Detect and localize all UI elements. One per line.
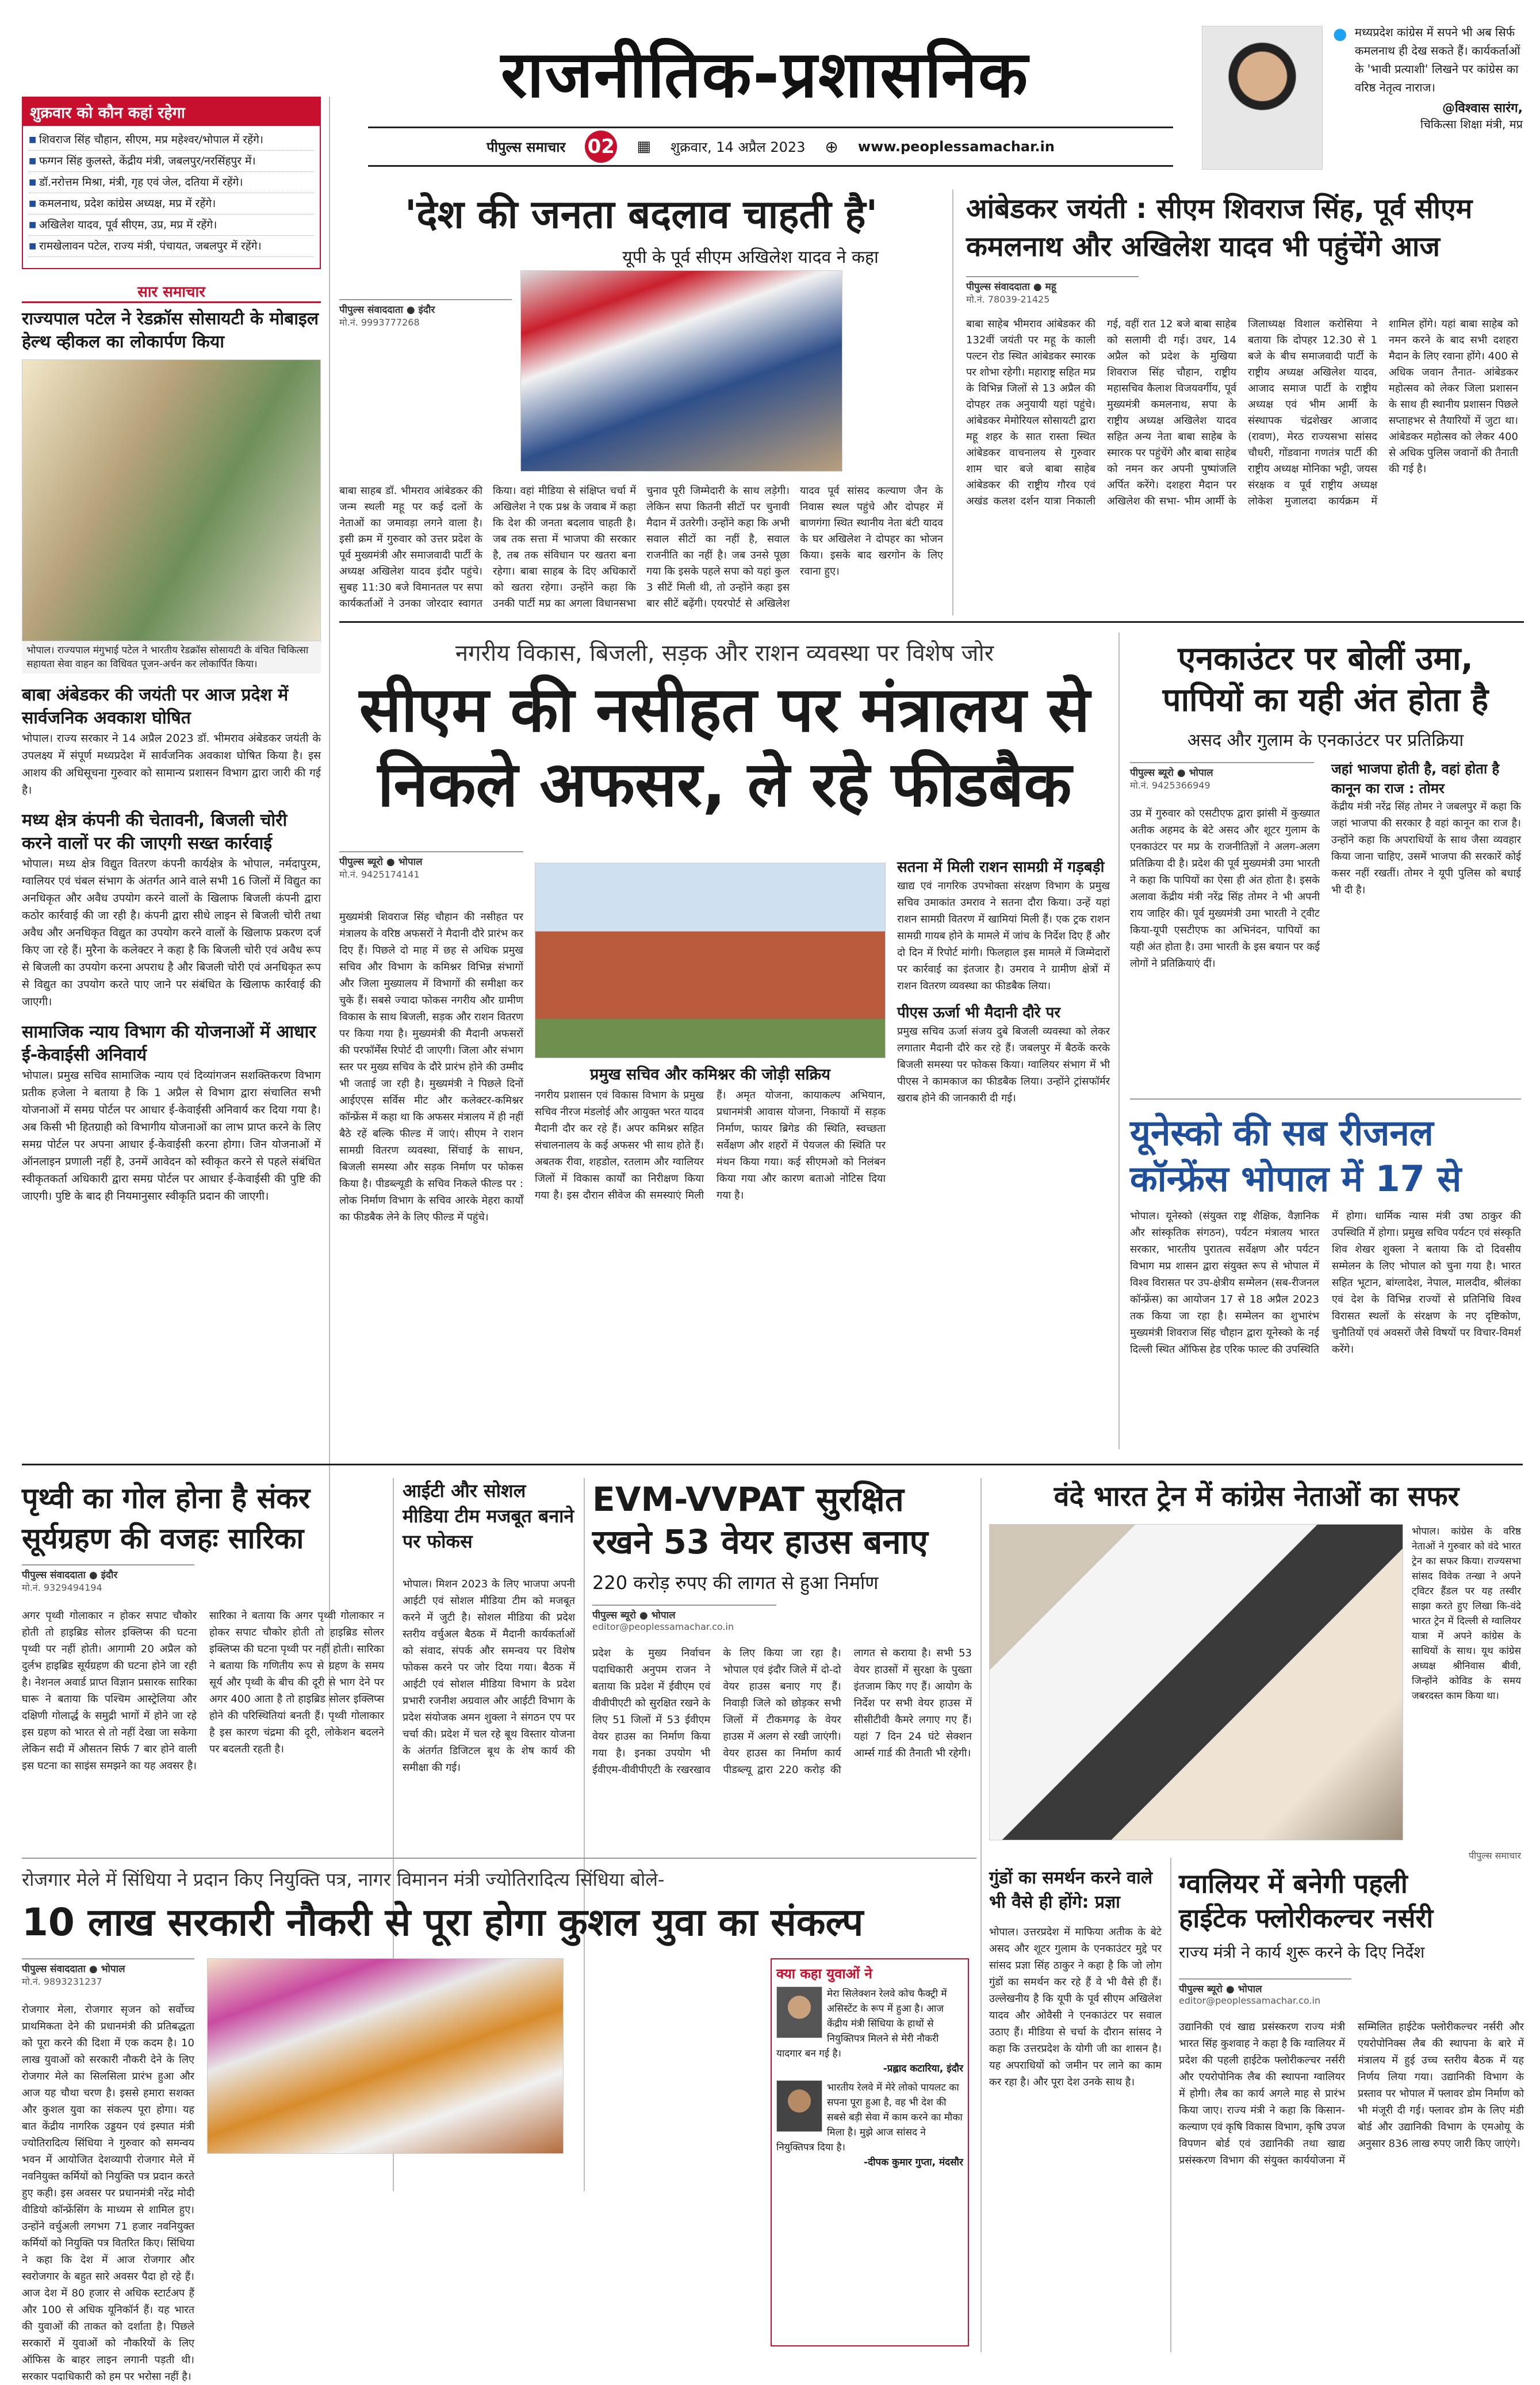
itcell-body: भोपाल। मिशन 2023 के लिए भाजपा अपनी आईटी एवं सोशल मीडिया टीम को मजबूत करने में जुटी है। सोशल मीडिया की प्रदेश स्तरीय वर्चुअल बैठक में मैदानी कार्यकर्ताओं को संवाद, संपर्क और समन्वय पर विशेष फोकस करने पर जोर दिया गया। बैठक में आईटी एवं सोशल मीडिया विभाग के प्रदेश प्रभारी रजनीश अग्रवाल और आईटी विभाग के प्रदेश संयोजक अमन शुक्ला ने संगठन एप पर चर्चा की। प्रदेश में चल रहे बूथ विस्तार योजना के अंतर्गत डिजिटल बूथ के शेष कार्य की समीक्षा की गई। xyxy=(403,1578,575,1774)
youth-photo-1 xyxy=(776,1986,822,2038)
nursery-byline: पीपुल्स ब्यूरो ● भोपाल editor@peoplessamachar.co.in xyxy=(1179,1978,1351,2006)
holiday-body: भोपाल। राज्य सरकार ने 14 अप्रैल 2023 डॉ. भीमराव अंबेडकर जयंती के उपलक्ष्य में संपूर्ण मध्यप्रदेश में सार्वजनिक अवकाश घोषित किया है। इस आशय की अधिसूचना गुरुवार को सामान्य प्रशासन विभाग द्वारा जारी की गई है। xyxy=(22,732,321,797)
calendar-icon: ▦ xyxy=(637,138,651,155)
website-link[interactable]: www.peoplessamachar.in xyxy=(857,139,1055,155)
nursery-headline: ग्वालियर में बनेगी पहली हाईटेक फ्लोरीकल्चर नर्सरी xyxy=(1179,1868,1434,1934)
pragya-headline: गुंडों का समर्थन करने वाले भी वैसे ही होंगे: प्रज्ञा xyxy=(989,1868,1153,1912)
youth-photo-2 xyxy=(776,2080,822,2132)
vande-caption: भोपाल। कांग्रेस के वरिष्ठ नेताओं ने गुरुवार को वंदे भारत ट्रेन का सफर किया। राज्यसभा सांसद विवेक तन्खा ने अपने ट्विटर हैंडल पर यह तस्वीर साझा करते हुए लिखा कि-वंदे भारत ट्रेन में दिल्ली से ग्वालियर यात्रा में अपने कांग्रेस के साथियों के साथ। यूथ कांग्रेस अध्यक्ष श्रीनिवास बीवी, जिन्होंने कोविड के समय जबरदस्त काम किया था। xyxy=(1412,1526,1521,1702)
section-title: राजनीतिक-प्रशासनिक xyxy=(500,37,1029,112)
schedule-item: ■ कमलनाथ, प्रदेश कांग्रेस अध्यक्ष, मप्र में रहेंगे। xyxy=(29,193,314,215)
ekyc-headline: सामाजिक न्याय विभाग की योजनाओं में आधार ई-केवाईसी अनिवार्य xyxy=(22,1022,316,1065)
quote-1: मेरा सिलेक्शन रेलवे कोच फैक्ट्री में असिस्टेंट के रूप में हुआ है। आज केंद्रीय मंत्री सिंधिया के हाथों से नियुक्तिपत्र मिलने से मेरी नौकरी यादगार बन गई है। xyxy=(776,1988,947,2059)
evm-subhead: 220 करोड़ रुपए की लागत से हुआ निर्माण xyxy=(592,1572,879,1594)
jobs-headline: 10 लाख सरकारी नौकरी से पूरा होगा कुशल युवा का संकल्प xyxy=(22,1900,864,1944)
ekyc-body: भोपाल। प्रमुख सचिव सामाजिक न्याय एवं दिव्यांगजन सशक्तिकरण विभाग प्रतीक हजेला ने बताया है कि 1 अप्रैल से विभाग द्वारा संचालित सभी योजनाओं में समग्र पोर्टल पर आधार ई-केवाईसी अनिवार्य कर दिया गया है। अब किसी भी हितग्राही को विभागीय योजनाओं का लाभ प्राप्त करने के लिए समग्र पोर्टल पर अपना आधार ई-केवाईसी करना होगा। जिन योजनाओं में ऑनलाइन प्रणाली नहीं है, उनमें आवेदन को स्वीकृत करने से पहले संबंधित स्वीकृतकर्ता अधिकारी द्वारा समग्र पोर्टल पर आधार ई-केवाईसी की पुष्टि की जाएगी। पुष्टि के बाद ही नियमानुसार स्वीकृति प्रदान की जाएगी। xyxy=(22,1069,321,1203)
saar-tag: सार समाचार xyxy=(137,284,205,301)
pragya-body: भोपाल। उत्तरप्रदेश में माफिया अतीक के बेटे असद और शूटर गुलाम के एनकाउंटर मुद्दे पर सांसद प्रज्ञा सिंह ठाकुर ने कहा है कि जो लोग गुंडों का समर्थन कर रहे हैं वे भी वैसे ही हैं। उल्लेखनीय है कि यूपी के पूर्व सीएम अखिलेश यादव और ओवैसी ने एनकाउंटर पर सवाल उठाए हैं। मीडिया से चर्चा के दौरान सांसद ने कहा कि उत्तरप्रदेश के योगी जी का शासन है। यह अपराधियों को जमीन पर लाने का काम कर रहा है। और पूरा देश उनके साथ है। xyxy=(989,1926,1162,2088)
evm-headline: EVM-VVPAT सुरक्षित रखने 53 वेयर हाउस बनाए xyxy=(592,1480,928,1561)
tomar-headline: जहां भाजपा होती है, वहां होता है कानून का राज : तोमर xyxy=(1331,761,1500,797)
mantralaya-photo xyxy=(535,863,886,1058)
ambedkar-headline: आंबेडकर जयंती : सीएम शिवराज सिंह, पूर्व सीएम कमलनाथ और अखिलेश यादव भी पहुंचेंगे आज xyxy=(966,193,1473,263)
schedule-item: ■ अखिलेश यादव, पूर्व सीएम, उप्र, मप्र में रहेंगे। xyxy=(29,215,314,236)
masthead-strip xyxy=(368,127,1173,167)
lead-byline: पीपुल्स ब्यूरो ● भोपाल मो.नं. 9425174141 xyxy=(339,851,523,881)
uma-byline: पीपुल्स ब्यूरो ● भोपाल मो.नं. 9425366949 xyxy=(1130,762,1314,791)
saar-samachar-column xyxy=(22,281,321,1615)
jobs-kicker: रोजगार मेले में सिंधिया ने प्रदान किए नियुक्ति पत्र, नागर विमानन मंत्री ज्योतिरादित्य सिंधिया बोले- xyxy=(22,1869,665,1890)
holiday-headline: बाबा अंबेडकर की जयंती पर आज प्रदेश में सार्वजनिक अवकाश घोषित xyxy=(22,685,289,728)
eclipse-body: अगर पृथ्वी गोलाकार न होकर सपाट चौकोर होती तो हाइब्रिड सोलर इक्लिप्स की घटना पृथ्वी पर नहीं होती। आगामी 20 अप्रैल को दुर्लभ हाइब्रिड सूर्यग्रहण की घटना होने जा रही है। नेशनल अवार्ड प्राप्त विज्ञान प्रसारक सारिका घारू ने बताया कि पश्चिम आस्ट्रेलिया और दक्षिणी गोलार्द्ध के समुद्री भागों में होने जा रहे इस ग्रहण को भारत से तो नहीं देखा जा सकेगा लेकिन सदी में औसतन सिर्फ 7 बार होने वाली इस घटना का साइंस समझने का यह अवसर है। सारिका ने बताया कि अगर पृथ्वी गोलाकार न होकर सपाट चौकोर होती तो हाइब्रिड सोलर इक्लिप्स की घटना पृथ्वी पर नहीं होती। सारिका ने बताया कि गणितीय रूप से ग्रहण के समय सूर्य और पृथ्वी के बीच की दूरी से भाग देने पर अगर 400 आता है तो हाइब्रिड सोलर इक्लिप्स होने की परिस्थितियां बनती हैं। पृथ्वी गोलाकार है इस कारण चंद्रमा की दूरी, लोकेशन बदलने पर बदलती रहती है। xyxy=(22,1610,384,1772)
lead-body-2: नगरीय प्रशासन एवं विकास विभाग के प्रमुख सचिव नीरज मंडलोई और आयुक्त भरत यादव मैदानी दौर कर रहे हैं। अपर कमिश्नर सहित संचालनालय के कई अफसर भी साथ होते हैं। अबतक रीवा, शहडोल, रतलाम और ग्वालियर जिलों में विकास कार्यों का निरीक्षण किया गया है। इस दौरान सीवेज की समस्याएं मिली हैं। अमृत योजना, कायाकल्प अभियान, प्रधानमंत्री आवास योजना, निकायों में सड़क निर्माण, फायर ब्रिगेड की स्थिति, स्वच्छता सर्वेक्षण और शहरों में पेयजल की स्थिति पर मंथन किया गया। कई सीएमओ को निलंबन किया गया और कारण बताओ नोटिस दिया गया है। xyxy=(535,1089,886,1201)
uma-headline: एनकाउंटर पर बोलीं उमा, पापियों का यही अंत होता है xyxy=(1162,640,1489,719)
vande-headline: वंदे भारत ट्रेन में कांग्रेस नेताओं का सफर xyxy=(1054,1480,1459,1513)
tweet-designation: चिकित्सा शिक्षा मंत्री, मप्र xyxy=(1420,117,1523,131)
sidebar-schedule-title: शुक्रवार को कौन कहां रहेगा xyxy=(23,98,320,126)
akhilesh-mobile: मो.नं. 9993777268 xyxy=(339,317,420,328)
feedback-title: क्या कहा युवाओं ने xyxy=(776,1966,872,1982)
page-number: 02 xyxy=(585,131,617,163)
eclipse-headline: पृथ्वी का गोल होना है संकर सूर्यग्रहण की वजहः सारिका xyxy=(22,1481,311,1555)
energy-body: प्रमुख सचिव ऊर्जा संजय दुबे बिजली व्यवस्था को लेकर लगातार मैदानी दौरे कर रहे हैं। जबलपुर में बैठकें करके बिजली समस्या पर फोकस किया। ग्वालियर संभाग में भी पीएस ने कामकाज का फीडबैक लिया। उन्होंने ट्रांसफॉर्मर खराब होने की जानकारी दी गई। xyxy=(897,1025,1110,1104)
vande-photo xyxy=(989,1524,1403,1840)
uma-mobile: मो.नं. 9425366949 xyxy=(1130,780,1210,791)
quote-2-name: -दीपक कुमार गुप्ता, मंदसौर xyxy=(864,2157,963,2168)
evm-body: प्रदेश के मुख्य निर्वाचन पदाधिकारी अनुपम राजन ने बताया कि प्रदेश में ईवीएम एवं वीवीपीएटी को सुरक्षित रखने के लिए 51 जिलों में 53 ईवीएम वेयर हाउस का निर्माण किया गया है। इनका उपयोग भी ईवीएम-वीवीपीएटी के रखरखाव के लिए किया जा रहा है। भोपाल एवं इंदौर जिले में दो-दो वेयर हाउस बनाए गए हैं। निवाड़ी जिले को छोड़कर सभी जिलों में टीकमगढ़ के वेयर हाउस में अलग से रखी जाएंगी। वेयर हाउस का निर्माण कार्य पीडब्ल्यू द्वारा 220 करोड़ की लागत से कराया है। सभी 53 वेयर हाउसों में सुरक्षा के पुख्ता इंतजाम किए गए हैं। आयोग के निर्देश पर सभी वेयर हाउस में सीसीटीवी कैमरे लगाए गए हैं। यहां 7 दिन 24 घंटे सेक्शन आर्म्स गार्ड की तैनाती भी रहेगी। xyxy=(592,1647,972,1776)
jobs-body: रोजगार मेला, रोजगार सृजन को सर्वोच्च प्राथमिकता देने की प्रधानमंत्री की प्रतिबद्धता को पूरा करने की दिशा में एक कदम है। 10 लाख युवाओं को सरकारी नौकरी देने के लिए रोजगार मेले का सिलसिला प्रारंभ हुआ और आज यह चौथा चरण है। इससे हमारा सशक्त और कुशल युवा का संकल्प पूरा होगा। यह बात केंद्रीय नागरिक उड्डयन एवं इस्पात मंत्री ज्योतिरादित्य सिंधिया ने गुरुवार को समन्वय भवन में आयोजित देशव्यापी रोजगार मेले में नवनियुक्त कर्मियों को नियुक्ति पत्र प्रदान करते हुए कही। इस अवसर पर प्रधानमंत्री नरेंद्र मोदी वीडियो कॉन्फ्रेंसिंग के माध्यम से शामिल हुए। उन्होंने वर्चुअली लगभग 71 हजार नवनियुक्त कर्मियों को नियुक्ति पत्र वितरित किए। सिंधिया ने कहा कि देश में आज रोजगार और स्वरोजगार के बहुत सारे अवसर पैदा हो रहे हैं। आज देश में 80 हजार से अधिक स्टार्टअप हैं और 100 से अधिक यूनिकॉर्न हैं। यह भारत की युवाओं की ताकत को दर्शाता है। पिछले सरकारों में युवाओं को नौकरियों के लिए ऑफिस के बाहर लाइन लगानी पड़ती थी। सरकार पदाधिकारी को हम पर भरोसा नहीं है। xyxy=(22,2004,194,2383)
schedule-item: ■ फग्गन सिंह कुलस्ते, केंद्रीय मंत्री, जबलपुर/नरसिंहपुर में। xyxy=(29,151,314,172)
eclipse-mobile: मो.नं. 9329494194 xyxy=(22,1582,102,1593)
uma-body: उप्र में गुरुवार को एसटीएफ द्वारा झांसी में कुख्यात अतीक अहमद के बेटे असद और शूटर गुलाम के एनकाउंटर पर मप्र के राजनीतिज्ञों ने अलग-अलग प्रतिक्रिया दी है। प्रदेश की पूर्व मुख्यमंत्री उमा भारती ने कहा कि पापियों का ऐसा ही अंत होता है। इसके अलावा केंद्रीय मंत्री नरेंद्र सिंह तोमर ने भी अपनी राय जाहिर की। पूर्व मुख्यमंत्री उमा भारती ने ट्वीट किया-यूपी एसटीएफ का अभिनंदन, पापियों का यही अंत होता है। उमा भारती के इस बयान पर कई लोगों ने प्रतिक्रियाएं दीं। xyxy=(1130,807,1320,970)
twitter-icon: ● xyxy=(1333,24,1347,43)
electricity-headline: मध्य क्षेत्र कंपनी की चेतावनी, बिजली चोरी करने वालों पर की जाएगी सख्त कार्रवाई xyxy=(22,810,288,853)
minister-photo xyxy=(1202,26,1323,170)
jobs-body-2 xyxy=(207,2162,771,2346)
unesco-headline: यूनेस्को की सब रीजनल कॉन्फ्रेंस भोपाल में 17 से xyxy=(1130,1112,1462,1200)
akhilesh-byline: पीपुल्स संवाददाता ● इंदौर मो.नं. 9993777268 xyxy=(339,299,512,328)
tweet-box xyxy=(1333,23,1523,173)
tweet-handle: @विश्वास सारंग, xyxy=(1442,101,1523,116)
ambedkar-mobile: मो.नं. 78039-21425 xyxy=(966,294,1050,305)
governor-headline: राज्यपाल पटेल ने रेडक्रॉस सोसायटी के मोबाइल हेल्थ व्हीकल का लोकार्पण किया xyxy=(22,309,319,352)
ration-headline: सतना में मिली राशन सामग्री में गड़बड़ी xyxy=(897,859,1105,876)
lead-kicker: नगरीय विकास, बिजली, सड़क और राशन व्यवस्था पर विशेष जोर xyxy=(455,640,994,667)
ambedkar-body: बाबा साहेब भीमराव आंबेडकर की 132वीं जयंती पर महू के काली पल्टन रोड स्थित आंबेडकर स्मारक पर शोभा रहेगी। महाराष्ट्र सहित मप्र के विभिन्न जिलों से 13 अप्रैल की दोपहर तक अनुयायी यहां पहुंचे। आंबेडकर मेमोरियल सोसायटी द्वारा महू शहर के सात रास्ता स्थित आंबेडकर वाचनालय से गुरुवार शाम चार बजे बाबा साहेब आंबेडकर की राष्ट्रीय गौरव एवं अखंड कलश दर्शन यात्रा निकाली गई, वहीं रात 12 बजे बाबा साहेब को सलामी दी गई। उधर, 14 अप्रैल को प्रदेश के मुखिया शिवराज सिंह चौहान, राष्ट्रीय महासचिव कैलाश विजयवर्गीय, पूर्व मुख्यमंत्री कमलनाथ, सपा के राष्ट्रीय अध्यक्ष अखिलेश यादव सहित अन्य नेता बाबा साहेब के स्मारक पर पहुंचेंगे और बाबा साहेब को नमन कर अपनी पुष्पांजलि अर्पित करेंगे। दशहरा मैदान पर अखिलेश की सभा- भीम आर्मी के जिलाध्यक्ष विशाल करोसिया ने बताया कि दोपहर 12.30 से 1 बजे के बीच समाजवादी पार्टी के राष्ट्रीय अध्यक्ष अखिलेश यादव, आजाद समाज पार्टी के राष्ट्रीय अध्यक्ष एवं भीम आर्मी के संस्थापक चंद्रशेखर आजाद (रावण), मेरठ राज्यसभा सांसद चौधरी, गोंडवाना गणतंत्र पार्टी की राष्ट्रीय अध्यक्ष मोनिका भट्टी, जयस संरक्षक व पूर्व राष्ट्रीय अध्यक्ष लोकेश मुजालदा कार्यक्रम में शामिल होंगे। यहां बाबा साहेब को नमन करने के बाद सभी दशहरा मैदान के लिए रवाना होंगे। 400 से अधिक जवान तैनात- आंबेडकर महोत्सव को लेकर जिला प्रशासन के साथ ही स्थानीय प्रशासन पिछले सप्ताहभर से तैयारियों में जुटा था। आंबेडकर महोत्सव को लेकर 400 से अधिक पुलिस जवानों की तैनाती की गई है। xyxy=(966,318,1518,507)
sidebar-schedule-box xyxy=(22,97,321,269)
eclipse-byline: पीपुल्स संवाददाता ● इंदौर मो.नं. 9329494194 xyxy=(22,1564,194,1594)
ration-body: खाद्य एवं नागरिक उपभोक्ता संरक्षण विभाग के प्रमुख सचिव उमाकांत उमराव ने सतना दौरा किया। उन्हें यहां राशन सामग्री वितरण में खामियां मिली हैं। एक ट्रक राशन सामग्री गायब होने के मामले में जांच के निर्देश दिए हैं और दो दिन में रिपोर्ट मांगी। फिलहाल इस मामले में जिम्मेदारों पर कार्रवाई का इंतजार है। उमराव ने ग्रामीण क्षेत्रों में राशन वितरण व्यवस्था का फीडबैक लिया। xyxy=(897,880,1110,992)
unesco-body: भोपाल। यूनेस्को (संयुक्त राष्ट्र शैक्षिक, वैज्ञानिक और सांस्कृतिक संगठन), पर्यटन मंत्रालय भारत सरकार, भारतीय पुरातत्व सर्वेक्षण और पर्यटन विभाग मप्र शासन द्वारा संयुक्त रूप से भोपाल में विश्व विरासत पर उप-क्षेत्रीय सम्मेलन (सब-रीजनल कॉन्फ्रेंस) का आयोजन 17 से 18 अप्रैल 2023 तक किया जा रहा है। सम्मेलन का शुभारंभ मुख्यमंत्री शिवराज सिंह चौहान द्वारा यूनेस्को के नई दिल्ली स्थित ऑफिस हेड एरिक फाल्ट की उपस्थिति में होगा। धार्मिक न्यास मंत्री उषा ठाकुर की उपस्थिति में होगा। प्रमुख सचिव पर्यटन एवं संस्कृति शिव शेखर शुक्ला ने बताया कि दो दिवसीय सम्मेलन के लिए भोपाल को चुना गया है। भारत सहित भूटान, बांग्लादेश, नेपाल, मालदीव, श्रीलंका एवं देश के विभिन्न राज्यों से प्रतिनिधि विश्व विरासत स्थलों के संरक्षण के नए दृष्टिकोण, चुनौतियों एवं अवसरों जैसे विषयों पर विचार-विमर्श करेंगे। xyxy=(1130,1210,1521,1356)
electricity-body: भोपाल। मध्य क्षेत्र विद्युत वितरण कंपनी कार्यक्षेत्र के भोपाल, नर्मदापुरम, ग्वालियर एवं चंबल संभाग के अंतर्गत आने वाले सभी 16 जिलों में विद्युत का अनधिकृत और अवैध उपयोग करने वालों के खिलाफ बिजली कंपनी द्वारा कठोर कार्रवाई की जा रही है। कंपनी द्वारा सीधे लाइन से बिजली चोरी तथा अवैध और अनधिकृत विद्युत का उपयोग करने वालों के खिलाफ प्रकरण दर्ज किए जा रहे हैं। मुरैना के कलेक्टर ने कहा है कि बिजली चोरी एवं अवैध रूप से बिजली का उपयोग करना अपराध है और बिजली चोरी एवं अनधिकृत रूप से विद्युत का उपयोग करते पाए जाने पर संबंधित के खिलाफ कार्रवाई की जाएगी। xyxy=(22,857,321,1008)
tweet-text: मध्यप्रदेश कांग्रेस में सपने भी अब सिर्फ कमलनाथ ही देख सकते हैं। कार्यकर्ताओं के 'भावी प्रत्याशी' लिखने पर कांग्रेस का वरिष्ठ नेतृत्व नाराज। xyxy=(1355,25,1520,94)
itcell-headline: आईटी और सोशल मीडिया टीम मजबूत बनाने पर फोकस xyxy=(403,1480,574,1552)
tomar-body: केंद्रीय मंत्री नरेंद्र सिंह तोमर ने जबलपुर में कहा कि जहां भाजपा की सरकार है वहां कानून का राज है। उन्होंने कहा कि अपराधियों के साथ जैसा व्यवहार किया जाना चाहिए, उसमें भाजपा की सरकारें कोई कसर नहीं रखतीं। तोमर ने यूपी पुलिस को बधाई भी दी है। xyxy=(1331,801,1521,896)
globe-icon: ⊕ xyxy=(825,137,838,156)
quote-2: भारतीय रेलवे में मेरे लोको पायलट का सपना पूरा हुआ है, वह भी देश की सबसे बड़ी सेवा में काम करने का मौका मिला है। मुझे आज सांसद ने नियुक्तिपत्र दिया है। xyxy=(776,2082,963,2153)
lead-body: मुख्यमंत्री शिवराज सिंह चौहान की नसीहत पर मंत्रालय के वरिष्ठ अफसरों ने मैदानी दौरे प्रारंभ कर दिए हैं। पिछले दो माह में छह से अधिक प्रमुख सचिव और विभाग के कमिश्नर विभिन्न संभागों और जिला मुख्यालय में विभागों की समीक्षा कर चुके हैं। सबसे ज्यादा फोकस नगरीय और ग्रामीण विकास के साथ बिजली, सड़क और राशन वितरण पर किया गया है। मुख्यमंत्री की मैदानी अफसरों की परफॉर्मेंस रिपोर्ट दी जाएगी। जिला और संभाग स्तर पर मुख्य सचिव के दौरे प्रारंभ होने की उम्मीद भी जताई जा रही है। मुख्यमंत्री ने पिछले दिनों आईएएस सर्विस मीट और कलेक्टर-कमिश्नर कॉन्फ्रेंस में कहा था कि अफसर मंत्रालय में ही नहीं बैठे रहें बल्कि फील्ड में जाएं। सीएम ने राशन सामग्री वितरण व्यवस्था, सिंचाई के साधन, बिजली समस्या और सड़क निर्माण पर फोकस किया है। पीडब्ल्यूडी के सचिव निकले फील्ड पर : लोक निर्माण विभाग के सचिव आरके मेहरा कार्यों का फीडबैक लेने के लिए फील्ड में पहुंचे। xyxy=(339,911,523,1223)
jobs-byline: पीपुल्स संवाददाता ● भोपाल मो.नं. 9893231237 xyxy=(22,1958,194,1988)
akhilesh-headline: 'देश की जनता बदलाव चाहती है' xyxy=(404,192,878,238)
tomar-box xyxy=(1331,759,1521,1093)
issue-date: शुक्रवार, 14 अप्रैल 2023 xyxy=(670,139,806,155)
nursery-subhead: राज्य मंत्री ने कार्य शुरू करने के दिए निर्देश xyxy=(1179,1943,1425,1962)
governor-caption: भोपाल। राज्यपाल मंगुभाई पटेल ने भारतीय रेडक्रॉस सोसायटी के वंचित चिकित्सा सहायता सेवा वाहन का विधिवत पूजन-अर्चन कर लोकार्पित किया। xyxy=(22,641,321,673)
lead-photo-caption: प्रमुख सचिव और कमिश्नर की जोड़ी सक्रिय xyxy=(590,1066,830,1084)
schedule-item: ■ शिवराज सिंह चौहान, सीएम, मप्र महेश्वर/भोपाल में रहेंगे। xyxy=(29,129,314,151)
akhilesh-body: बाबा साहब डॉ. भीमराव आंबेडकर की जन्म स्थली महू पर कई दलों के नेताओं का जमावड़ा लगने वाला है। इसी क्रम में गुरुवार को उत्तर प्रदेश के पूर्व मुख्यमंत्री और समाजवादी पार्टी के अध्यक्ष अखिलेश यादव इंदौर पहुंचे। सुबह 11:30 बजे विमानतल पर सपा कार्यकर्ताओं ने उनका जोरदार स्वागत किया। वहां मीडिया से संक्षिप्त चर्चा में अखिलेश ने एक प्रश्न के जवाब में कहा कि देश की जनता बदलाव चाहती है। जब तक सत्ता में भाजपा की सरकार है, तब तक संविधान पर खतरा बना रहेगा। बाबा साहब के दिए अधिकारों को खतरा रहेगा। उन्होंने कहा कि उनकी पार्टी मप्र का अगला विधानसभा चुनाव पूरी जिम्मेदारी के साथ लड़ेगी। लेकिन सपा कितनी सीटों पर चुनावी मैदान में उतरेगी। उन्होंने कहा कि अभी सवाल सीटों का नहीं है, सवाल राजनीति का नहीं है। जब उनसे पूछा गया कि इसके पहले सपा को यहां कुल 3 सीटें मिली थी, तो उन्होंने कहा इस बार सीटें बढ़ेंगी। एयरपोर्ट से अखिलेश यादव पूर्व सांसद कल्याण जैन के निवास स्थल पहुंचे और दोपहर में बाणगंगा स्थित स्थानीय नेता बंटी यादव के घर अखिलेश ने दोपहर का भोजन किया। इसके बाद खरगोन के लिए रवाना हुए। xyxy=(339,485,943,610)
schedule-item: ■ डॉ.नरोत्तम मिश्रा, मंत्री, गृह एवं जेल, दतिया में रहेंगे। xyxy=(29,172,314,193)
ambedkar-byline: पीपुल्स संवाददाता ● महू मो.नं. 78039-21425 xyxy=(966,276,1139,305)
evm-byline: पीपुल्स ब्यूरो ● भोपाल editor@peoplessamachar.co.in xyxy=(592,1605,776,1632)
schedule-list xyxy=(23,126,320,261)
vande-credit: पीपुल्स समाचार xyxy=(1468,1850,1521,1861)
paper-name: पीपुल्स समाचार xyxy=(486,139,566,155)
lead-headline: सीएम की नसीहत पर मंत्रालय से निकले अफसर, ले रहे फीडबैक xyxy=(359,674,1090,821)
schedule-item: ■ रामखेलावन पटेल, राज्य मंत्री, पंचायत, जबलपुर में रहेंगे। xyxy=(29,236,314,257)
lead-mobile: मो.नं. 9425174141 xyxy=(339,869,420,880)
jobs-photo xyxy=(207,1958,564,2154)
jobs-mobile: मो.नं. 9893231237 xyxy=(22,1976,102,1987)
uma-subhead: असद और गुलाम के एनकाउंटर पर प्रतिक्रिया xyxy=(1187,730,1464,751)
nursery-body: उद्यानिकी एवं खाद्य प्रसंस्करण राज्य मंत्री भारत सिंह कुशवाह ने कहा है कि ग्वालियर में प्रदेश की पहली हाईटेक फ्लोरीकल्चर नर्सरी और एयरोपोनिक लैब की स्थापना ग्वालियर में होगी। लैब का कार्य अगले माह से प्रारंभ किया जाए। राज्य मंत्री ने कहा कि किसान-कल्याण एवं कृषि विकास विभाग, कृषि उपज विपणन बोर्ड एवं उद्यानिकी तथा खाद्य प्रसंस्करण विभाग की संयुक्त कार्ययोजना में सम्मिलित हाईटेक फ्लोरीकल्चर नर्सरी और एयरोपोनिक्स लैब की स्थापना के बारे में मंत्रालय में हुई उच्च स्तरीय बैठक में यह निर्णय लिया गया। उद्यानिकी विभाग के प्रस्ताव पर भोपाल में फ्लावर डोम निर्माण को भी मंजूरी दी गई। फ्लावर डोम के लिए मंडी बोर्ड और उद्यानिकी विभाग के एमओयू के अनुसार 836 लाख रुपए जारी किए जाएंगे। xyxy=(1179,2021,1524,2166)
quote-1-name: -प्रह्लाद कटारिया, इंदौर xyxy=(883,2063,963,2074)
youth-feedback-box xyxy=(771,1958,969,2346)
akhilesh-subhead: यूपी के पूर्व सीएम अखिलेश यादव ने कहा xyxy=(622,247,879,267)
energy-headline: पीएस ऊर्जा भी मैदानी दौरे पर xyxy=(897,1004,1060,1021)
governor-photo xyxy=(22,359,321,641)
nursery-email: editor@peoplessamachar.co.in xyxy=(1179,1995,1321,2006)
evm-email: editor@peoplessamachar.co.in xyxy=(592,1621,734,1632)
ration-box xyxy=(897,857,1110,1449)
